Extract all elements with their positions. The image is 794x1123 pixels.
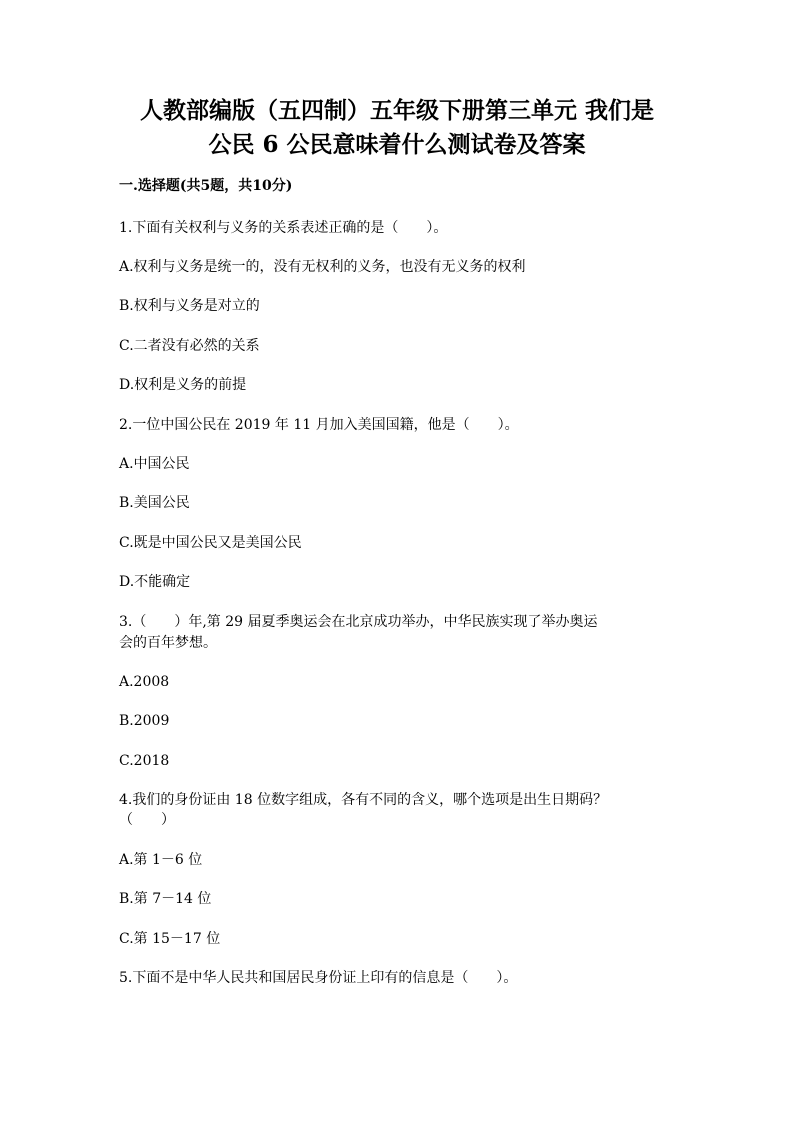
section-heading: 一.选择题(共5题，共10分) [119,178,293,194]
question-1-option-a: A.权利与义务是统一的，没有无权利的义务，也没有无义务的权利 [119,259,526,275]
question-4-stem-line-1: 4.我们的身份证由 18 位数字组成，各有不同的含义，哪个选项是出生日期码？ [119,792,608,808]
question-3-stem-line-1: 3.（ ）年,第 29 届夏季奥运会在北京成功举办，中华民族实现了举办奥运 [119,614,598,630]
question-4-option-a: A.第 1－6 位 [119,852,203,868]
question-4-option-c: C.第 15－17 位 [119,931,221,947]
question-3-stem-line-2: 会的百年梦想。 [119,635,217,651]
question-3-option-b: B.2009 [119,713,170,729]
document-title-line-2: 公民 6 公民意味着什么测试卷及答案 [208,131,586,158]
question-4-option-b: B.第 7－14 位 [119,891,212,907]
question-1-option-d: D.权利是义务的前提 [119,377,247,393]
question-2-option-c: C.既是中国公民又是美国公民 [119,535,302,551]
question-2-option-d: D.不能确定 [119,574,191,590]
question-4-stem-line-2: （ ） [119,812,175,828]
question-1-stem: 1.下面有关权利与义务的关系表述正确的是（ ）。 [119,220,448,236]
question-1-option-c: C.二者没有必然的关系 [119,338,260,354]
question-2-stem: 2.一位中国公民在 2019 年 11 月加入美国国籍，他是（ ）。 [119,417,519,433]
document-title-line-1: 人教部编版（五四制）五年级下册第三单元 我们是 [139,97,654,124]
question-2-option-b: B.美国公民 [119,495,190,511]
question-2-option-a: A.中国公民 [119,456,190,472]
question-3-option-c: C.2018 [119,753,170,769]
question-1-option-b: B.权利与义务是对立的 [119,298,260,314]
question-3-option-a: A.2008 [119,674,170,690]
question-5-stem: 5.下面不是中华人民共和国居民身份证上印有的信息是（ ）。 [119,970,518,986]
